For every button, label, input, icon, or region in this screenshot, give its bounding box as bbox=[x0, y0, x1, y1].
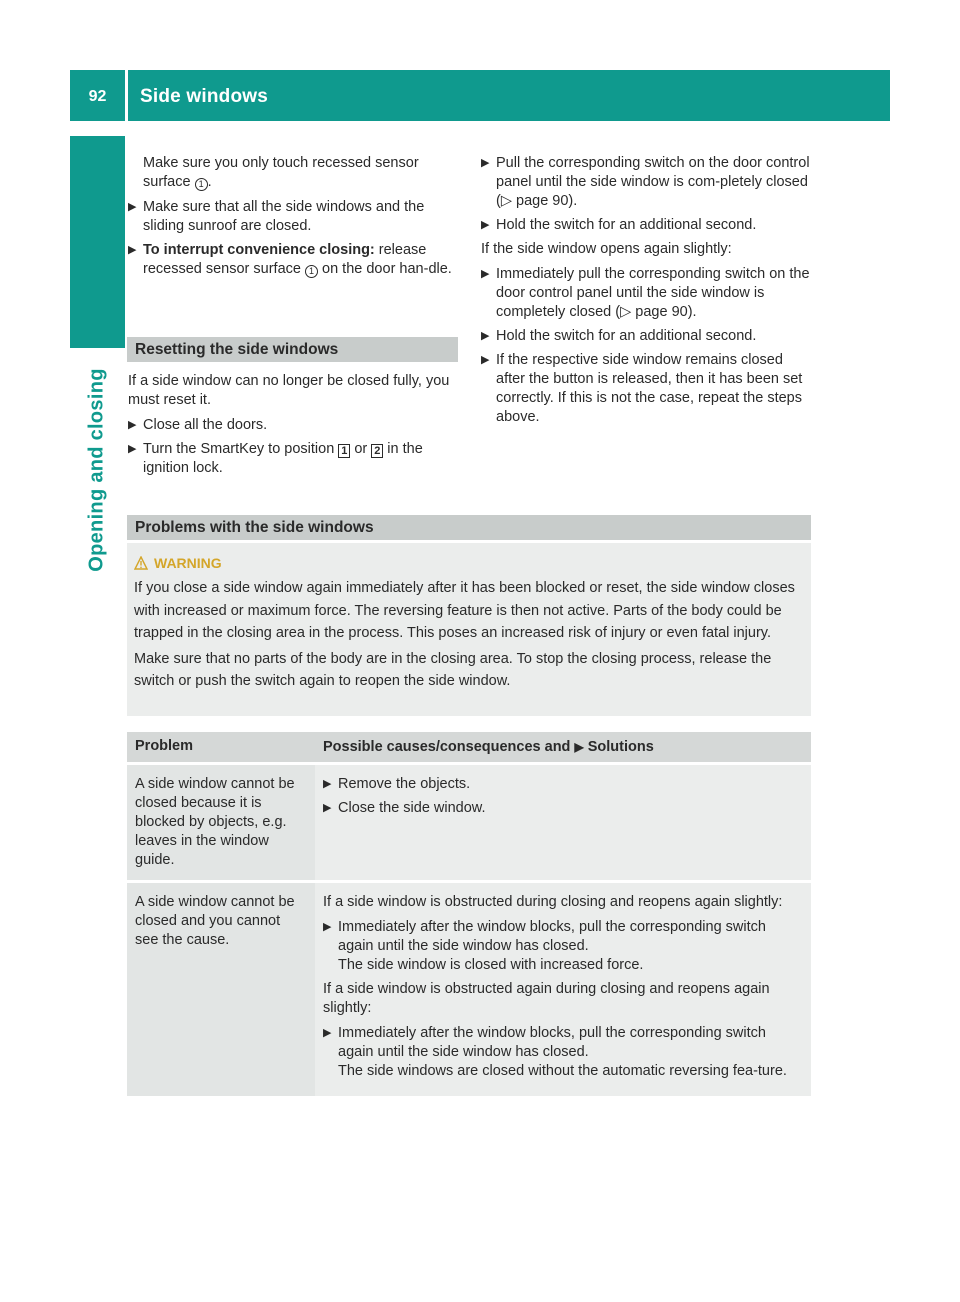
step-item: ▶ To interrupt convenience closing: release recessed sensor surface 1 on the door han-dle. bbox=[128, 242, 452, 277]
reopen-intro: If the side window opens again slightly: bbox=[481, 241, 732, 257]
position-1-icon: 1 bbox=[338, 444, 350, 458]
resetting-body bbox=[128, 372, 460, 483]
warning-title: WARNING bbox=[134, 555, 803, 571]
page-title: Side windows bbox=[140, 86, 269, 107]
step-item: ▶ Remove the objects. bbox=[323, 776, 471, 792]
problem-cell: A side window cannot be closed because it is blocked by objects, e.g. leaves in the window guide. bbox=[127, 765, 315, 880]
arrow-right-icon: ▶ bbox=[128, 244, 137, 256]
arrow-right-icon: ▶ bbox=[323, 1027, 332, 1039]
arrow-right-icon: ▶ bbox=[128, 201, 137, 213]
arrow-right-icon: ▶ bbox=[481, 330, 490, 342]
sensor-note: Make sure you only touch recessed sensor surface 1 . bbox=[143, 155, 419, 190]
step-item: ▶ Immediately after the window blocks, pull the corresponding switch again until the side window has closed. The side window is closed with increased force. bbox=[323, 919, 766, 973]
chapter-tab bbox=[70, 136, 125, 348]
arrow-right-icon: ▶ bbox=[323, 921, 332, 933]
arrow-right-icon: ▶ bbox=[323, 802, 332, 814]
arrow-right-icon: ▶ bbox=[128, 419, 137, 431]
table-row bbox=[127, 765, 811, 880]
solution-cell bbox=[315, 765, 811, 880]
step-item: ▶ Immediately pull the corresponding switch on the door control panel until the side window is completely closed (▷ page 90). bbox=[481, 266, 810, 320]
arrow-right-icon: ▶ bbox=[481, 157, 490, 169]
resetting-intro: If a side window can no longer be closed fully, you must reset it. bbox=[128, 373, 450, 408]
step-item: ▶ Pull the corresponding switch on the door control panel until the side window is com-pletely closed (▷ page 90). bbox=[481, 155, 810, 209]
arrow-right-icon: ▶ bbox=[323, 778, 332, 790]
left-column bbox=[128, 154, 460, 284]
step-item: ▶ Close all the doors. bbox=[128, 417, 268, 433]
column-header-problem: Problem bbox=[127, 732, 315, 762]
arrow-right-icon: ▶ bbox=[481, 219, 490, 231]
step-item: ▶ If the respective side window remains closed after the button is released, then it has been set correctly. If this is not the case, repeat the steps above. bbox=[481, 352, 803, 425]
step-item: ▶ Make sure that all the side windows and the sliding sunroof are closed. bbox=[128, 199, 425, 234]
warning-instruction: Make sure that no parts of the body are in the closing area. To stop the closing process, release the switch or push the switch again to reopen the side window. bbox=[134, 650, 772, 689]
arrow-right-icon: ▶ bbox=[128, 443, 137, 455]
arrow-right-icon: ▶ bbox=[481, 268, 490, 280]
marker-1-icon: 1 bbox=[305, 265, 318, 278]
solution-cell: If a side window is obstructed during closing and reopens again slightly: ▶ Immediately after the window blocks, pull the corresponding switch again until the side window has closed. The side window is closed with increased force. If a side window is obstructed again during closing and reopens again slightly: ▶ Immediately after the window blocks, pull the corresponding switch again until the side window has closed. The side windows are closed without the automatic reversing fea-ture. bbox=[315, 883, 811, 1096]
step-item: ▶ Turn the SmartKey to position 1 or 2 in the ignition lock. bbox=[128, 441, 423, 476]
problems-table bbox=[127, 732, 811, 1096]
marker-1-icon: 1 bbox=[195, 178, 208, 191]
section-heading-problems: Problems with the side windows bbox=[127, 515, 811, 540]
warning-box bbox=[127, 543, 811, 716]
step-item: ▶ Immediately after the window blocks, pull the corresponding switch again until the side window has closed. The side windows are closed without the automatic reversing fea-ture. bbox=[323, 1025, 787, 1079]
arrow-right-icon: ▶ bbox=[574, 740, 584, 754]
warning-triangle-icon bbox=[134, 556, 148, 570]
arrow-right-icon: ▶ bbox=[481, 354, 490, 366]
header-divider bbox=[125, 70, 128, 121]
problem-cell: A side window cannot be closed and you cannot see the cause. bbox=[127, 883, 315, 1096]
step-item: ▶ Hold the switch for an additional second. bbox=[481, 328, 757, 344]
section-heading-resetting: Resetting the side windows bbox=[127, 337, 458, 362]
page-number: 92 bbox=[88, 88, 107, 105]
table-header-row bbox=[127, 732, 811, 762]
right-column bbox=[481, 154, 814, 432]
chapter-title: Opening and closing bbox=[85, 368, 108, 572]
step-item: ▶ Hold the switch for an additional second. bbox=[481, 217, 757, 233]
step-item: ▶ Close the side window. bbox=[323, 800, 486, 816]
position-2-icon: 2 bbox=[371, 444, 383, 458]
table-row bbox=[127, 883, 811, 1096]
column-header-solutions: Possible causes/consequences and ▶ Solutions bbox=[315, 732, 811, 762]
warning-text: If you close a side window again immediately after it has been blocked or reset, the side window closes with increased or maximum force. The reversing feature is then not active. Parts of the body could be trapped in the closing area in the process. This poses an increased risk of injury or even fatal injury. bbox=[134, 580, 795, 641]
